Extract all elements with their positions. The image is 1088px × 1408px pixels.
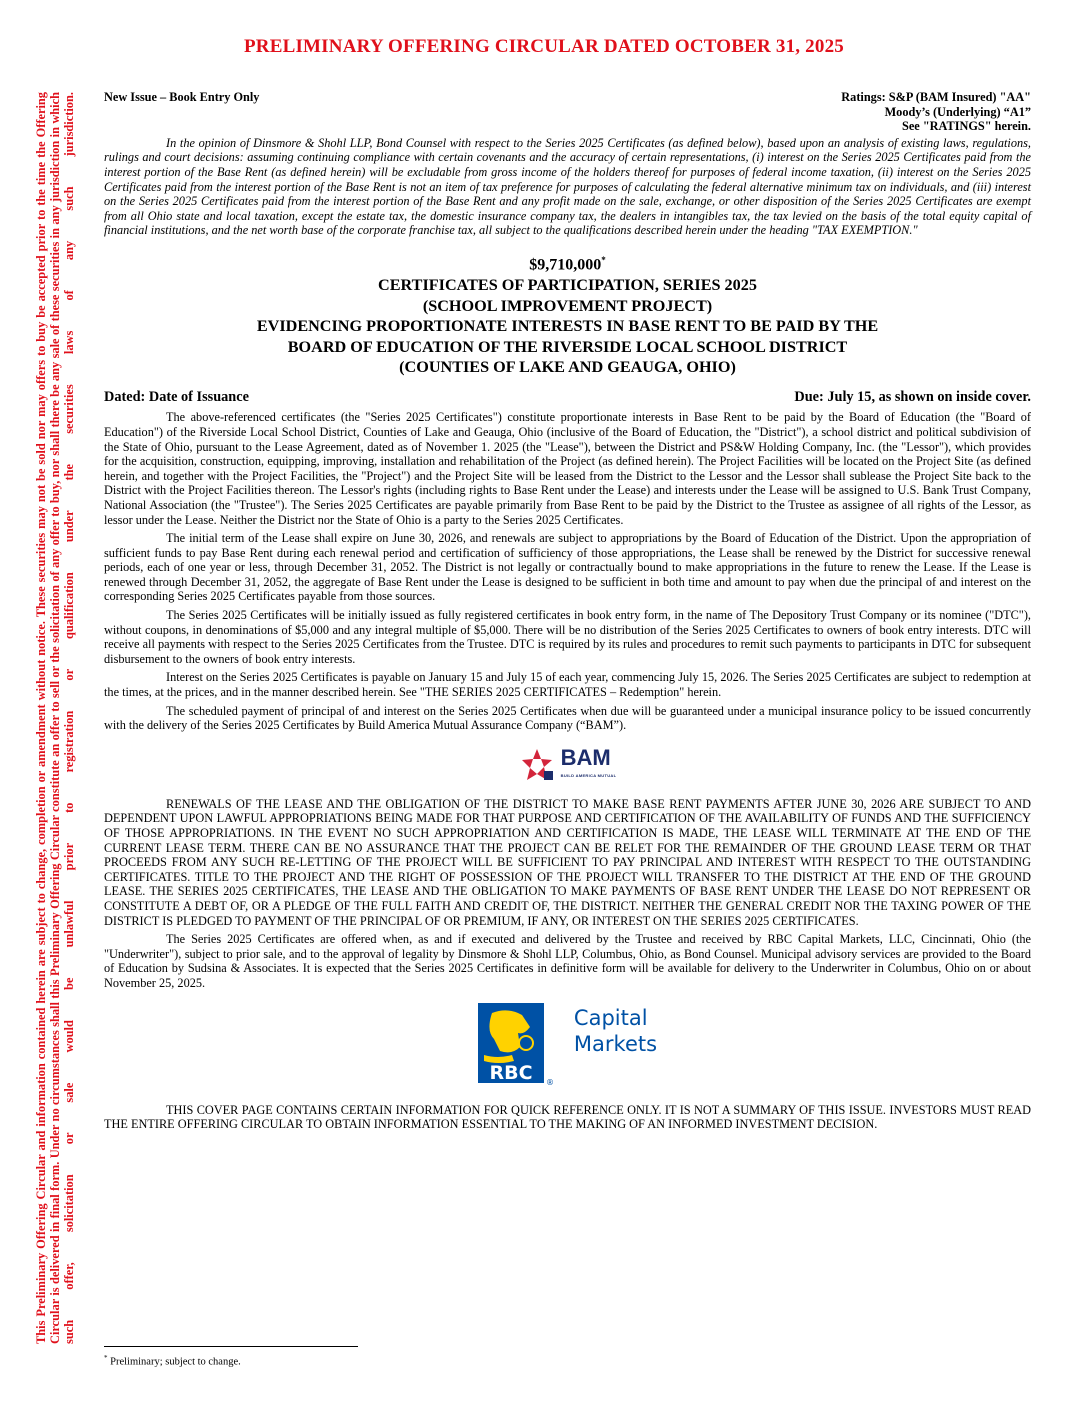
title-line-5: (COUNTIES OF LAKE AND GEAUGA, OHIO) — [399, 358, 736, 377]
renewals-disclaimer: RENEWALS OF THE LEASE AND THE OBLIGATION OF THE DISTRICT TO MAKE BASE RENT PAYMENTS AFTER JUNE 30, 2026 ARE SUBJECT TO AND DEPENDENT UPON LAWFUL APPROPRIATIONS BEING MADE FOR THAT PURPOSE AND CERTIFICATION OF THE AVAILABILITY OF FUNDS AND THE SUFFICIENCY OF THOSE APPROPRIATIONS. IN THE EVENT NO SUCH APPROPRIATION AND CERTIFICATION IS MADE, THE LEASE WILL TERMINATE AT THE END OF THE CURRENT LEASE TERM. THERE CAN BE NO ASSURANCE THAT THE PROJECT CAN BE RELET FOR THE REMAINDER OF THE GROUND LEASE TERM OR THAT PROCEEDS FROM ANY SUCH RE-LETTING OF THE PROJECT WILL BE SUFFICIENT TO PAY PRINCIPAL AND INTEREST WITH RESPECT TO THE OUTSTANDING CERTIFICATES. TITLE TO THE PROJECT AND THE RIGHT OF POSSESSION OF THE PROJECT WILL TRANSFER TO THE DISTRICT AT THE END OF THE GROUND LEASE. THE SERIES 2025 CERTIFICATES, THE LEASE AND THE OBLIGATION TO MAKE PAYMENTS OF BASE RENT UNDER THE LEASE DO NOT REPRESENT OR CONSTITUTE A DEBT OF, OR A PLEDGE OF THE FULL FAITH AND CREDIT OF, THE DISTRICT. NEITHER THE GENERAL CREDIT NOR THE TAXING POWER OF THE DISTRICT IS PLEDGED TO PAYMENT OF THE PRINCIPAL OF OR PREMIUM, IF ANY, OR INTEREST ON THE SERIES 2025 CERTIFICATES. — [104, 796, 1031, 928]
title-line-4: BOARD OF EDUCATION OF THE RIVERSIDE LOCAL SCHOOL DISTRICT — [287, 337, 848, 356]
footnote-mark: * — [104, 1354, 108, 1362]
paragraph-offering: The Series 2025 Certificates are offered when, as and if executed and delivered by the Trustee and received by RBC Capital Markets, LLC, Cincinnati, Ohio (the "Underwriter"), subject to prior sale, and to the approval of legality by Dinsmore & Shohl LLP, Columbus, Ohio, as Bond Counsel. Municipal advisory services are provided to the Board of Education by Sudsina & Associates. It is expected that the Series 2025 Certificates in definitive form will be available for delivery to the Underwriter in Columbus, Ohio on or about November 25, 2025. — [104, 932, 1031, 990]
cover-page-body — [104, 90, 1031, 1136]
rating-reference: See "RATINGS" herein. — [902, 119, 1031, 134]
paragraph-book-entry: The Series 2025 Certificates will be initially issued as fully registered certificates in book entry form, in the name of The Depository Trust Company or its nominee ("DTC"), without coupons, in denominations of $5,000 and any integral multiple of $5,000. There will be no distribution of the Series 2025 Certificates to owners of book entry interests. DTC will receive all payments with respect to the Series 2025 Certificates from the Trustee. DTC is required by its rules and procedures to remit such payments to participants in DTC for subsequent disbursement to the owners of book entry interests. — [104, 608, 1031, 666]
principal-amount — [104, 250, 1031, 275]
paragraph-lease-term: The initial term of the Lease shall expire on June 30, 2026, and renewals are subject to appropriations by the Board of Education of the District. Upon the appropriation of sufficient funds to pay Base Rent during each renewal period and certification of sufficiency of those appropriations, the Lease shall be renewed by the District for successive renewal periods, each of one year or less, through December 31, 2052. The District is not legally or contractually bound to make appropriations in the future to renew the Lease. If the Lease is renewed through December 31, 2052, the aggregate of Base Rent under the Lease is designed to be sufficient in both time and amount to pay when due the principal of and interest on the corresponding Series 2025 Certificates payable from those sources. — [104, 531, 1031, 604]
amount-footnote-mark: * — [601, 254, 606, 265]
document-title: PRELIMINARY OFFERING CIRCULAR DATED OCTOBER 31, 2025 — [243, 36, 844, 57]
footnote-divider — [104, 1346, 358, 1347]
dated-date: Dated: Date of Issuance — [104, 388, 249, 405]
rating-moodys: Moody’s (Underlying) “A1” — [884, 104, 1031, 119]
bam-logo — [104, 745, 1031, 785]
rbc-capital-markets-logo — [104, 1003, 1031, 1089]
offering-title-block — [104, 250, 1031, 378]
registered-mark: ® — [545, 1077, 554, 1087]
rbc-mark-text: RBC — [489, 1061, 533, 1084]
due-date: Due: July 15, as shown on inside cover. — [794, 388, 1031, 405]
paragraph-interest: Interest on the Series 2025 Certificates is payable on January 15 and July 15 of each year, commencing July 15, 2026. The Series 2025 Certificates are subject to redemption at the times, at the prices, and in the manner described herein. See "THE SERIES 2025 CERTIFICATES – Redemption" herein. — [104, 670, 1031, 700]
ratings-block — [841, 90, 1031, 134]
title-line-3: EVIDENCING PROPORTIONATE INTERESTS IN BASE RENT TO BE PAID BY THE — [256, 317, 879, 336]
header-row — [104, 90, 1031, 134]
bam-name: BAM — [560, 744, 611, 770]
bam-star-icon — [519, 747, 555, 783]
dated-due-row — [104, 390, 1031, 405]
rbc-capital: Capital — [573, 1005, 648, 1030]
amount-value: $9,710,000 — [529, 256, 602, 274]
footnote — [104, 1354, 241, 1368]
preliminary-legend-text: This Preliminary Offering Circular and information contained herein are subject to change, completion or amendment without notice. These securities may not be sold nor may offers to buy be accepted prior to the time the Offering Circular is delivered in final form. Under no circumstances shall this Preliminary Offering Circular constitute an offer to sell or the solicitation of any offer to buy, nor shall there be any sale of these securities in any jurisdiction in which such offer, solicitation or sale would be unlawful prior to registration or qualification under the securities laws of any such jurisdiction. — [34, 92, 77, 1344]
title-line-1: CERTIFICATES OF PARTICIPATION, SERIES 2025 — [378, 276, 757, 295]
rbc-shield-icon — [478, 1003, 554, 1087]
rating-sp: Ratings: S&P (BAM Insured) "AA" — [841, 90, 1031, 104]
preliminary-legend-sidebar — [34, 92, 92, 1344]
rbc-wordmark — [574, 1005, 657, 1057]
paragraph-certificates: The above-referenced certificates (the "Series 2025 Certificates") constitute proportionate interests in Base Rent to be paid by the Board of Education (the "Board of Education") of the Riverside Local School District, Counties of Lake and Geauga, Ohio (inclusive of the Board of Education, the "District"), a school district and political subdivision of the State of Ohio, pursuant to the Lease Agreement, dated as of November 1. 2025 (the "Lease"), between the District and PS&W Holding Company, Inc. (the "Lessor"), which provides for the acquisition, construction, equipping, improving, installation and rehabilitation of the Project (as defined herein). The Project Facilities will be located on the Project Site (as defined herein, and together with the Project Facilities, the "Project") and the Project Site will be leased from the District to the Lessor and the Lessor shall sublease the Project Site back to the District with the Project Facilities thereon. The Lessor's rights (including rights to Base Rent under the Lease) and interests under the Lease will be assigned to U.S. Bank Trust Company, National Association (the "Trustee"). The Series 2025 Certificates are payable primarily from Base Rent to be paid by the District to the Trustee as assignee of all rights of the Lessor, as lessor under the Lease. Neither the District nor the State of Ohio is a party to the Series 2025 Certificates. — [104, 410, 1031, 527]
paragraph-insurance: The scheduled payment of principal of and interest on the Series 2025 Certificates when due will be guaranteed under a municipal insurance policy to be issued concurrently with the delivery of the Series 2025 Certificates by Build America Mutual Assurance Company (“BAM”). — [104, 703, 1031, 733]
footnote-text: Preliminary; subject to change. — [110, 1356, 241, 1368]
rbc-lion-icon — [478, 1003, 554, 1087]
bam-wordmark — [560, 744, 617, 784]
issue-type: New Issue – Book Entry Only — [104, 90, 260, 104]
bond-counsel-opinion: In the opinion of Dinsmore & Shohl LLP, Bond Counsel with respect to the Series 2025 Certificates (as defined below), based upon an analysis of existing laws, regulations, rulings and court decisions: assuming continuing compliance with certain covenants and the accuracy of certain representations, (i) interest on the Series 2025 Certificates paid from the interest portion of the Base Rent (as defined herein) will be excludable from gross income of the holders thereof for purposes of federal income taxation, (ii) interest on the Series 2025 Certificates paid from the interest portion of the Base Rent is not an item of tax preference for purposes of calculating the federal alternative minimum tax on individuals, and (iii) interest on the Series 2025 Certificates paid from the interest portion of the Base Rent and any profit made on the sale, exchange, or other disposition of the Series 2025 Certificates are exempt from all Ohio state and local taxation, except the estate tax, the domestic insurance company tax, the dealers in intangibles tax, the tax levied on the basis of the total equity capital of financial institutions, and the net worth base of the corporate franchise tax, all subject to the qualifications described herein under the heading "TAX EXEMPTION." — [104, 135, 1031, 238]
bam-subtitle: BUILD AMERICA MUTUAL — [560, 772, 617, 778]
cover-page-notice: THIS COVER PAGE CONTAINS CERTAIN INFORMATION FOR QUICK REFERENCE ONLY. IT IS NOT A SUMMARY OF THIS ISSUE. INVESTORS MUST READ THE ENTIRE OFFERING CIRCULAR TO OBTAIN INFORMATION ESSENTIAL TO THE MAKING OF AN INFORMED INVESTMENT DECISION. — [104, 1102, 1031, 1132]
rbc-markets: Markets — [573, 1031, 658, 1056]
title-line-2: (SCHOOL IMPROVEMENT PROJECT) — [422, 296, 713, 315]
